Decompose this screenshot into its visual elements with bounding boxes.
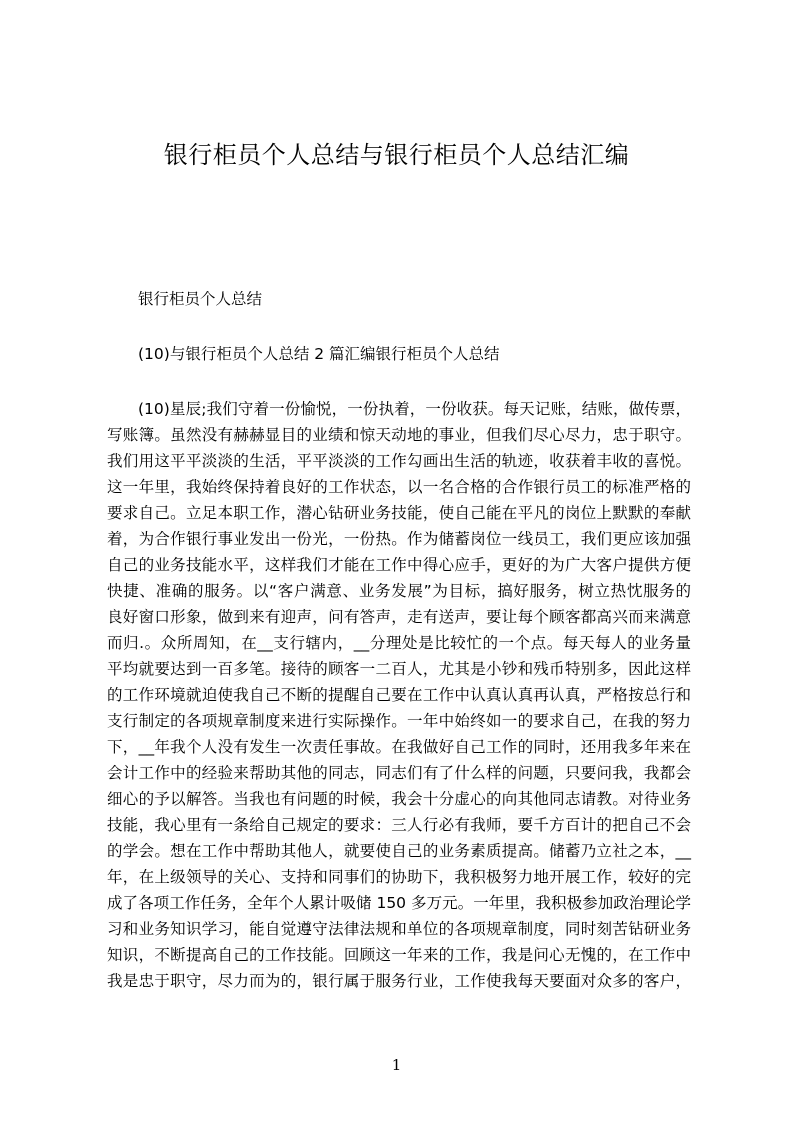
body-line: 下，__年我个人没有发生一次责任事故。在我做好自己工作的同时，还用我多年来在 — [107, 738, 691, 756]
body-line: (10)星辰;我们守着一份愉悦，一份执着，一份收获。每天记账，结账，做传票， — [138, 400, 691, 418]
section-heading: 银行柜员个人总结 — [138, 290, 263, 308]
body-line: 成了各项工作任务，全年个人累计吸储 150 多万元。一年里，我积极参加政治理论学 — [107, 894, 691, 912]
body-line: 写账簿。虽然没有赫赫显目的业绩和惊天动地的事业，但我们尽心尽力，忠于职守。 — [107, 426, 691, 444]
body-line: 要求自己。立足本职工作，潜心钻研业务技能，使自己能在平凡的岗位上默默的奉献 — [107, 504, 691, 522]
body-line: 细心的予以解答。当我也有问题的时候，我会十分虚心的向其他同志请教。对待业务 — [107, 790, 691, 808]
body-line: 而归.。众所周知，在__支行辖内，__分理处是比较忙的一个点。每天每人的业务量 — [107, 634, 691, 652]
body-paragraph — [107, 396, 691, 994]
body-line: 的工作环境就迫使我自己不断的提醒自己要在工作中认真认真再认真，严格按总行和 — [107, 686, 691, 704]
body-line: 习和业务知识学习，能自觉遵守法律法规和单位的各项规章制度，同时刻苦钻研业务 — [107, 920, 691, 938]
body-line: 会计工作中的经验来帮助其他的同志，同志们有了什么样的问题，只要问我，我都会 — [107, 764, 691, 782]
body-line: 的学会。想在工作中帮助其他人，就要使自己的业务素质提高。储蓄乃立社之本，__ — [107, 842, 691, 860]
body-line: 这一年里，我始终保持着良好的工作状态，以一名合格的合作银行员工的标准严格的 — [107, 478, 691, 496]
body-line: 支行制定的各项规章制度来进行实际操作。一年中始终如一的要求自己，在我的努力 — [107, 712, 691, 730]
document-title: 银行柜员个人总结与银行柜员个人总结汇编 — [163, 141, 630, 169]
body-line: 快捷、准确的服务。以“客户满意、业务发展”为目标，搞好服务，树立热忱服务的 — [107, 582, 691, 600]
body-line: 技能，我心里有一条给自己规定的要求：三人行必有我师，要千方百计的把自己不会 — [107, 816, 691, 834]
body-line: 自己的业务技能水平，这样我们才能在工作中得心应手，更好的为广大客户提供方便 — [107, 556, 691, 574]
body-line: 平均就要达到一百多笔。接待的顾客一二百人，尤其是小钞和残币特别多，因此这样 — [107, 660, 691, 678]
body-line: 我是忠于职守，尽力而为的，银行属于服务行业，工作使我每天要面对众多的客户， — [107, 972, 691, 990]
body-line: 我们用这平平淡淡的生活，平平淡淡的工作勾画出生活的轨迹，收获着丰收的喜悦。 — [107, 452, 691, 470]
page-number: 1 — [391, 1056, 402, 1074]
section-subheading: (10)与银行柜员个人总结 2 篇汇编银行柜员个人总结 — [138, 345, 500, 363]
body-line: 良好窗口形象，做到来有迎声，问有答声，走有送声，要让每个顾客都高兴而来满意 — [107, 608, 691, 626]
body-line: 年，在上级领导的关心、支持和同事们的协助下，我积极努力地开展工作，较好的完 — [107, 868, 691, 886]
body-line: 着，为合作银行事业发出一份光，一份热。作为储蓄岗位一线员工，我们更应该加强 — [107, 530, 691, 548]
body-line: 知识，不断提高自己的工作技能。回顾这一年来的工作，我是问心无愧的，在工作中 — [107, 946, 691, 964]
